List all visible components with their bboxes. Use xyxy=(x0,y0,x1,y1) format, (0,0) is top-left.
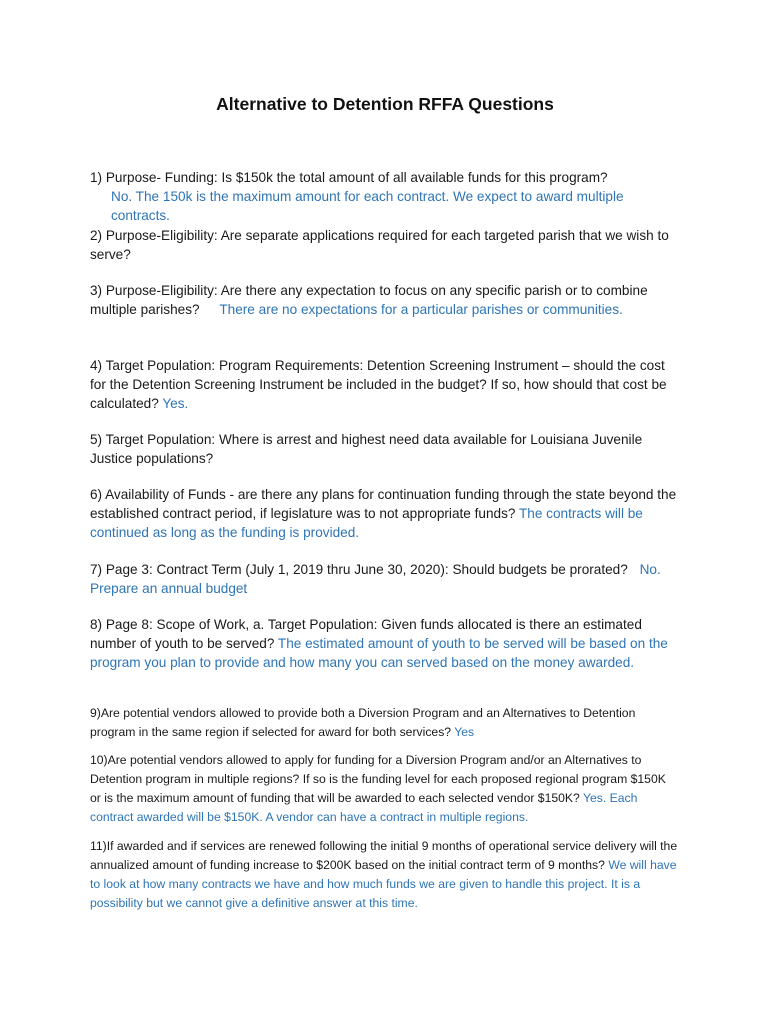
question-8-text: 8) Page 8: Scope of Work, a. Target Population: Given funds allocated is there an estimated number of youth to be served? xyxy=(90,617,642,651)
answer-11-text: We will have to look at how many contracts we have and how much funds we are given to handle this project. It is a possibility but we cannot give a definitive answer at this time. xyxy=(90,858,677,910)
question-7-text: 7) Page 3: Contract Term (July 1, 2019 thru June 30, 2020): Should budgets be prorated? xyxy=(90,562,628,577)
question-3-text: 3) Purpose-Eligibility: Are there any expectation to focus on any specific parish or to combine multiple parishes? xyxy=(90,283,648,317)
question-1 xyxy=(90,168,680,225)
question-11 xyxy=(90,837,680,913)
question-8 xyxy=(90,615,680,672)
answer-7-text: No. Prepare an annual budget xyxy=(90,562,661,596)
question-6-text: 6) Availability of Funds - are there any plans for continuation funding through the state beyond the established contract period, if legislature was to not appropriate funds? xyxy=(90,487,677,521)
question-9 xyxy=(90,704,680,742)
question-5 xyxy=(90,430,680,468)
question-11-text: 11)If awarded and if services are renewed following the initial 9 months of operational service delivery will the annualized amount of funding increase to $200K based on the initial contract term of 9 months? xyxy=(90,839,678,872)
answer-4-text: Yes. xyxy=(162,396,189,411)
question-4 xyxy=(90,356,680,413)
question-2 xyxy=(90,226,680,264)
question-1-text: 1) Purpose- Funding: Is $150k the total amount of all available funds for this program? xyxy=(90,170,608,185)
answer-9-text: Yes xyxy=(454,725,475,739)
question-9-text: 9)Are potential vendors allowed to provide both a Diversion Program and an Alternatives to Detention program in the same region if selected for award for both services? xyxy=(90,706,636,739)
answer-8-text: The estimated amount of youth to be served will be based on the program you plan to provide and how many you can served based on the money awarded. xyxy=(90,636,668,670)
question-3 xyxy=(90,281,680,319)
question-4-text: 4) Target Population: Program Requirements: Detention Screening Instrument – should the cost for the Detention Screening Instrument be included in the budget? If so, how should that cost be calculated? xyxy=(90,358,667,411)
question-7 xyxy=(90,560,680,598)
answer-10-text: Yes. Each contract awarded will be $150K. A vendor can have a contract in multiple regions. xyxy=(90,791,638,824)
answer-6-text: The contracts will be continued as long as the funding is provided. xyxy=(90,506,643,540)
question-10-text: 10)Are potential vendors allowed to apply for funding for a Diversion Program and/or an Alternatives to Detention program in multiple regions? If so is the funding level for each proposed regional program $150K or is the maximum amount of funding that will be awarded to each selected vendor $150K? xyxy=(90,753,666,805)
question-2-text: 2) Purpose-Eligibility: Are separate applications required for each targeted parish that we wish to serve? xyxy=(90,228,669,262)
page-title: Alternative to Detention RFFA Questions xyxy=(216,94,554,114)
question-5-text: 5) Target Population: Where is arrest and highest need data available for Louisiana Juvenile Justice populations? xyxy=(90,432,643,466)
question-6 xyxy=(90,485,680,542)
answer-1-text: No. The 150k is the maximum amount for each contract. We expect to award multiple contracts. xyxy=(111,189,624,223)
answer-3-text: There are no expectations for a particular parishes or communities. xyxy=(219,302,623,317)
question-10 xyxy=(90,751,680,827)
